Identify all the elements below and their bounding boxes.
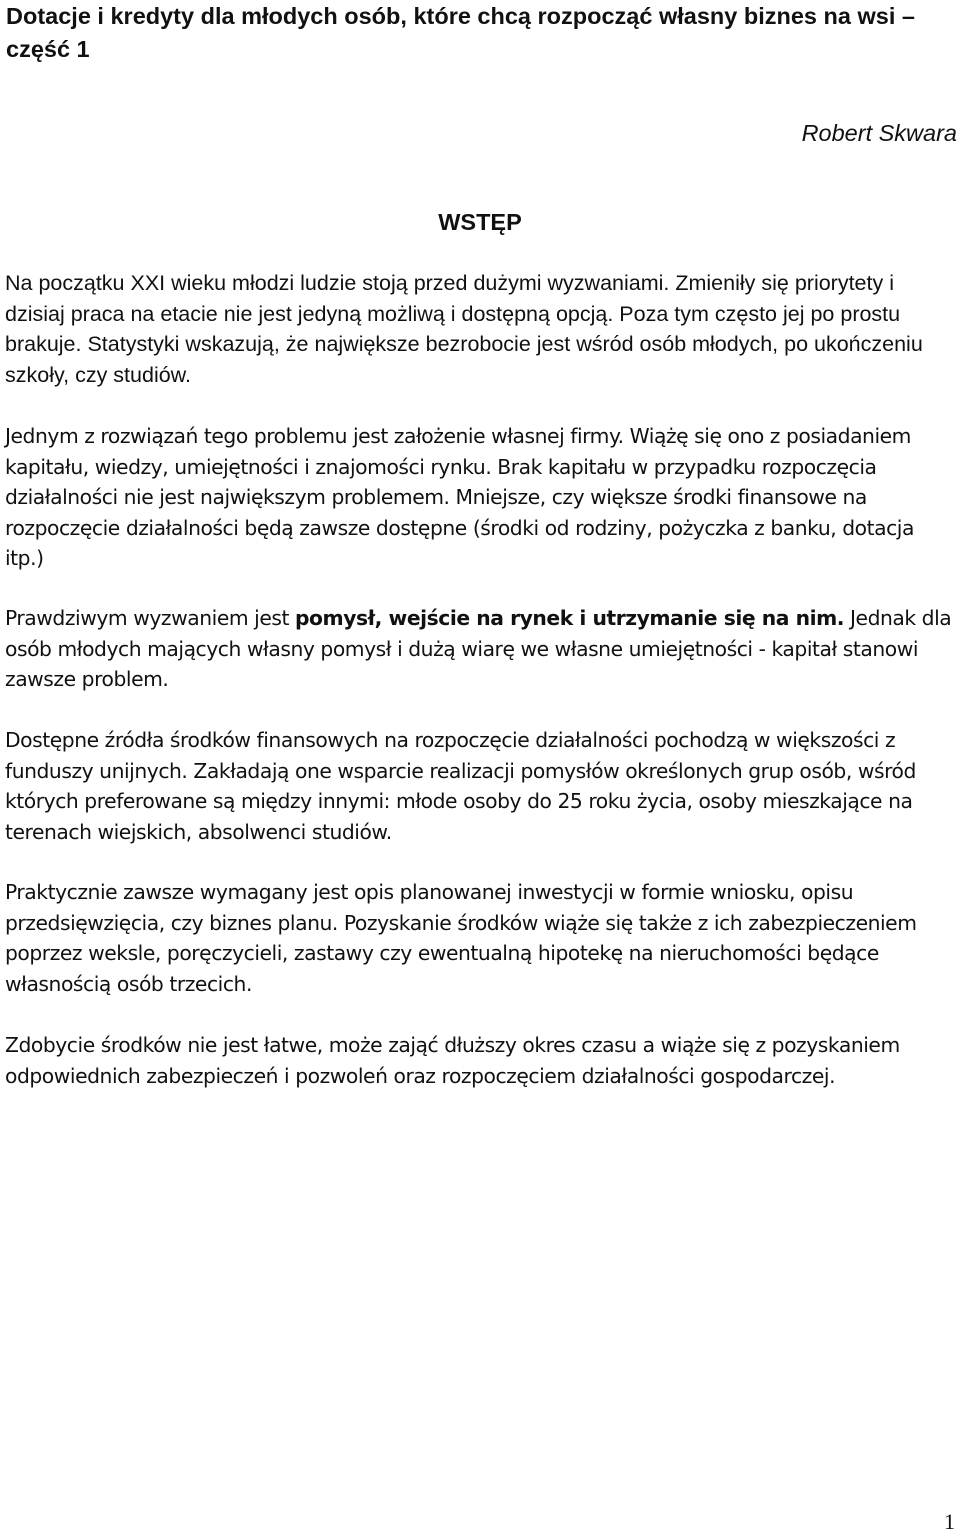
paragraph-intro: Na początku XXI wieku młodzi ludzie stoją przed dużymi wyzwaniami. Zmieniły się priorytety i dzisiaj praca na etacie nie jest jedyną możliwą i dostępną opcją. Poza tym często jej po prostu brakuje. Statystyki wskazują, że największe bezrobocie jest wśród osób młodych, po ukończeniu szkoły, czy studiów. <box>5 271 923 387</box>
page-number: 1 <box>944 1509 955 1534</box>
paragraph-real-challenge-rest: Jednak dla osób młodych mających własny pomysł i dużą wiarę we własne umiejętności - kapitał stanowi zawsze problem. <box>5 606 952 691</box>
author-name: Robert Skwara <box>801 120 957 146</box>
section-heading: WSTĘP <box>438 209 522 235</box>
paragraph-conclusion: Zdobycie środków nie jest łatwe, może zająć dłuższy okres czasu a wiąże się z pozyskaniem odpowiednich zabezpieczeń i pozwoleń oraz rozpoczęciem działalności gospodarczej. <box>5 1033 900 1088</box>
document-title: Dotacje i kredyty dla młodych osób, które chcą rozpocząć własny biznes na wsi – część 1 <box>6 3 915 62</box>
paragraph-real-challenge <box>5 603 957 695</box>
paragraph-funding-sources: Dostępne źródła środków finansowych na rozpoczęcie działalności pochodzą w większości z funduszy unijnych. Zakładają one wsparcie realizacji pomysłów określonych grup osób, wśród których preferowane są między innymi: młode osoby do 25 roku życia, osoby mieszkające na terenach wiejskich, absolwenci studiów. <box>5 728 916 844</box>
paragraph-own-business: Jednym z rozwiązań tego problemu jest założenie własnej firmy. Wiążę się ono z posiadaniem kapitału, wiedzy, umiejętności i znajomości rynku. Brak kapitału w przypadku rozpoczęcia działalności nie jest największym problemem. Mniejsze, czy większe środki finansowe na rozpoczęcie działalności będą zawsze dostępne (środki od rodziny, pożyczka z banku, dotacja itp.) <box>5 424 914 570</box>
paragraph-requirements: Praktycznie zawsze wymagany jest opis planowanej inwestycji w formie wniosku, opisu przedsięwzięcia, czy biznes planu. Pozyskanie środków wiąże się także z ich zabezpieczeniem poprzez weksle, poręczycieli, zastawy czy ewentualną hipotekę na nieruchomości będące własnością osób trzecich. <box>5 880 917 996</box>
paragraph-real-challenge-lead: Prawdziwym wyzwaniem jest <box>5 606 295 630</box>
paragraph-real-challenge-emphasis: pomysł, wejście na rynek i utrzymanie się na nim. <box>294 606 845 630</box>
